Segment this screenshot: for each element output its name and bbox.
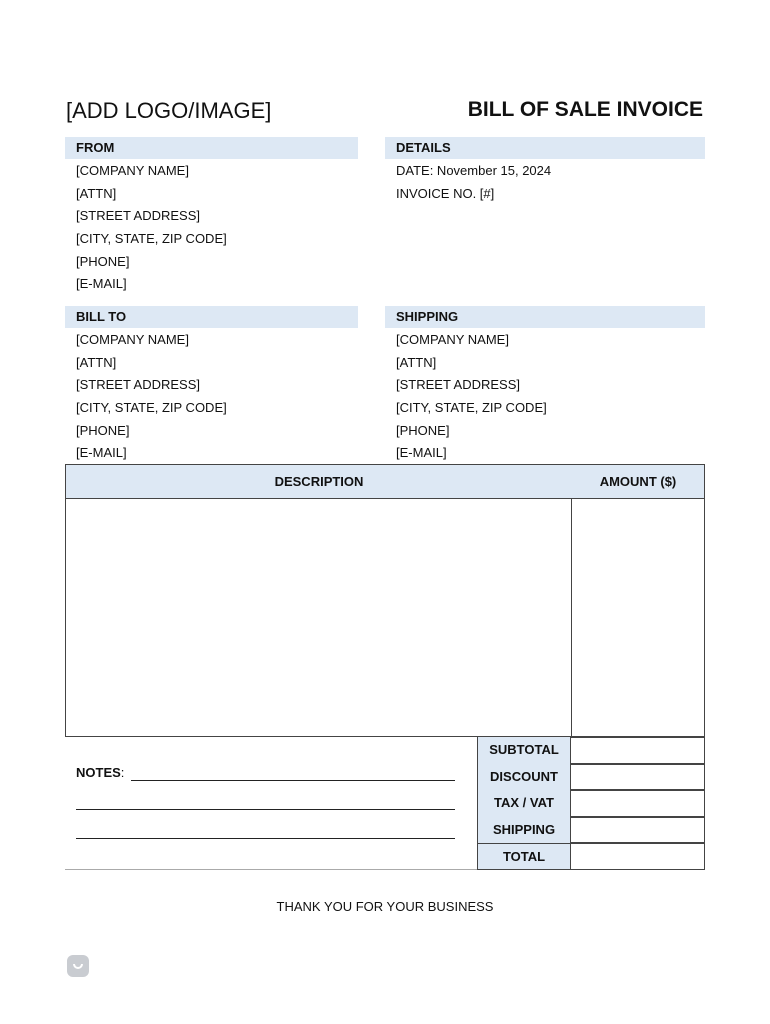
discount-label: DISCOUNT <box>477 764 571 791</box>
items-table <box>65 464 705 737</box>
from-lines <box>76 160 227 296</box>
discount-value[interactable] <box>571 764 705 791</box>
bill-to-city: [CITY, STATE, ZIP CODE] <box>76 400 227 416</box>
subtotal-row <box>477 737 705 764</box>
app-badge-icon <box>67 955 89 977</box>
notes-line-3[interactable] <box>76 838 455 839</box>
column-divider <box>571 499 572 736</box>
shipping-street: [STREET ADDRESS] <box>396 377 521 393</box>
document-title: BILL OF SALE INVOICE <box>467 98 703 121</box>
shipping-heading: SHIPPING <box>385 306 705 328</box>
bill-to-company: [COMPANY NAME] <box>76 332 189 347</box>
details-invoice-no: INVOICE NO. [#] <box>396 185 495 201</box>
shipping-attn: [ATTN] <box>396 354 437 370</box>
from-street: [STREET ADDRESS] <box>76 208 201 224</box>
subtotal-label: SUBTOTAL <box>477 737 571 764</box>
shipping-total-value[interactable] <box>571 817 705 844</box>
tax-label: TAX / VAT <box>477 790 571 817</box>
thank-you-message: THANK YOU FOR YOUR BUSINESS <box>276 899 494 914</box>
notes-label: NOTES: <box>76 765 125 780</box>
bill-to-street: [STREET ADDRESS] <box>76 377 201 393</box>
shipping-lines <box>396 329 547 465</box>
amount-header: AMOUNT ($) <box>572 465 704 499</box>
notes-line-1[interactable] <box>131 780 455 781</box>
shipping-email: [E-MAIL] <box>396 445 447 461</box>
logo-placeholder: [ADD LOGO/IMAGE] <box>66 98 272 123</box>
total-value[interactable] <box>571 843 705 870</box>
bill-to-attn: [ATTN] <box>76 354 117 370</box>
details-heading: DETAILS <box>385 137 705 159</box>
from-company: [COMPANY NAME] <box>76 163 189 178</box>
details-date: DATE: November 15, 2024 <box>396 163 552 178</box>
from-phone: [PHONE] <box>76 253 130 269</box>
notes-line-2[interactable] <box>76 809 455 810</box>
bill-to-phone: [PHONE] <box>76 422 130 438</box>
description-header: DESCRIPTION <box>66 465 572 499</box>
tax-row <box>477 790 705 817</box>
from-heading: FROM <box>65 137 358 159</box>
bill-to-email: [E-MAIL] <box>76 445 127 461</box>
notes-bottom-rule <box>65 869 477 870</box>
shipping-company: [COMPANY NAME] <box>396 332 509 347</box>
from-email: [E-MAIL] <box>76 276 127 292</box>
total-row <box>477 843 705 870</box>
shipping-city: [CITY, STATE, ZIP CODE] <box>396 400 547 416</box>
bill-to-lines <box>76 329 227 465</box>
from-city: [CITY, STATE, ZIP CODE] <box>76 231 227 247</box>
tax-value[interactable] <box>571 790 705 817</box>
details-lines <box>396 160 551 205</box>
subtotal-value[interactable] <box>571 737 705 764</box>
from-attn: [ATTN] <box>76 185 117 201</box>
shipping-phone: [PHONE] <box>396 422 450 438</box>
bill-to-heading: BILL TO <box>65 306 358 328</box>
discount-row <box>477 764 705 791</box>
total-label: TOTAL <box>477 843 571 870</box>
shipping-total-row <box>477 817 705 844</box>
shipping-total-label: SHIPPING <box>477 817 571 844</box>
